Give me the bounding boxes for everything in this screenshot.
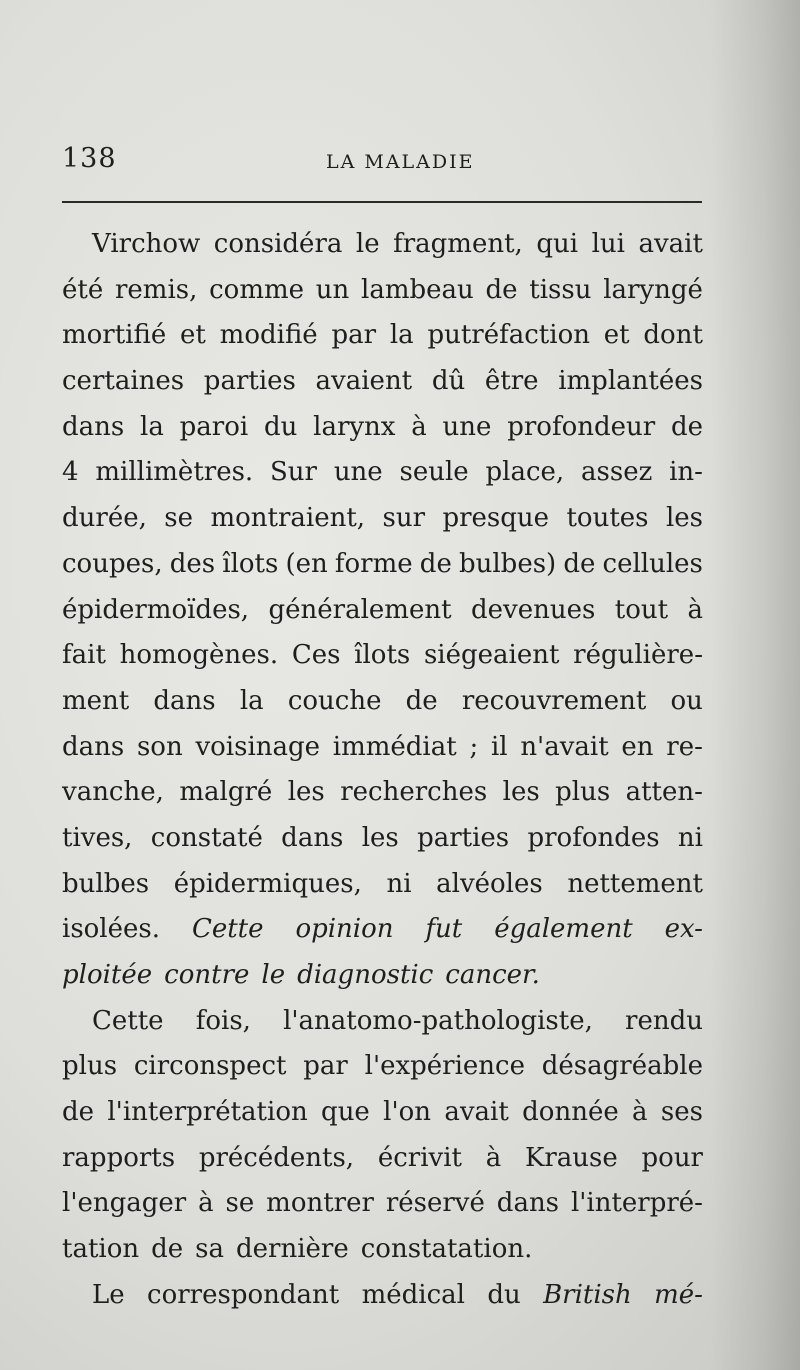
word: Sur	[270, 457, 317, 488]
word: des	[169, 548, 216, 579]
word: ;	[469, 731, 479, 762]
word: du	[487, 1279, 521, 1310]
word: avaient	[315, 366, 413, 397]
word: rendu	[625, 1005, 703, 1036]
word: dont	[643, 320, 703, 351]
word: plus	[555, 777, 611, 808]
word: de	[62, 1097, 95, 1128]
word: lambeau	[361, 274, 474, 305]
text-line	[62, 770, 703, 816]
word: de	[563, 548, 596, 579]
word: et	[603, 320, 630, 351]
word: place,	[485, 457, 565, 488]
word: diagnostic	[297, 960, 434, 990]
text-line	[62, 953, 703, 999]
word: plus	[62, 1051, 118, 1082]
word: ou	[670, 685, 703, 716]
word: de	[670, 411, 703, 442]
word: îlots	[354, 640, 411, 671]
word: opinion	[295, 914, 394, 945]
word: dans	[62, 731, 125, 762]
word: précédents,	[198, 1142, 355, 1173]
word: se	[164, 503, 194, 534]
word: bulbes)	[458, 548, 557, 579]
word: ploitée	[62, 960, 153, 990]
word: l'interpré-	[570, 1188, 703, 1219]
word: îlots	[222, 548, 279, 579]
word: le	[261, 960, 286, 990]
text-line	[62, 268, 703, 314]
word: homogènes.	[119, 640, 279, 671]
word: l'interprétation	[107, 1097, 308, 1128]
word: ni	[386, 868, 412, 899]
word: constatation.	[360, 1234, 533, 1265]
word: presque	[442, 503, 550, 534]
word: lui	[591, 229, 625, 259]
text-line	[62, 588, 703, 634]
text-line	[62, 496, 703, 542]
word: correspondant	[147, 1279, 340, 1310]
word: de	[151, 1234, 184, 1265]
word: qui	[536, 229, 579, 259]
word: contre	[164, 960, 250, 990]
word: voisinage	[195, 731, 321, 762]
word: du	[263, 411, 298, 442]
word: constaté	[150, 822, 263, 853]
word: par	[331, 320, 377, 351]
word: 4	[62, 457, 79, 488]
word: dans	[62, 411, 125, 442]
body-text	[62, 222, 703, 1319]
word: forme	[334, 548, 413, 579]
word: les	[287, 777, 325, 808]
word: ment	[62, 685, 130, 716]
word: British	[543, 1279, 632, 1310]
word: donnée	[522, 1097, 619, 1128]
word: en	[621, 731, 654, 762]
word: siégeaient	[423, 640, 560, 671]
word: Krause	[524, 1142, 618, 1173]
word: à	[485, 1142, 502, 1173]
word: immédiat	[332, 731, 457, 762]
word: écrivit	[377, 1142, 462, 1173]
text-line	[62, 633, 703, 679]
word: Ces	[291, 640, 341, 671]
word: putréfaction	[427, 320, 590, 351]
word: isolées.	[62, 914, 161, 945]
word: tout	[614, 594, 669, 625]
word: la	[389, 320, 414, 351]
word: également	[494, 914, 633, 945]
text-line	[62, 907, 703, 953]
word: (en	[285, 548, 328, 579]
word: tation	[62, 1234, 140, 1265]
text-line	[62, 359, 703, 405]
word: cellules	[602, 548, 703, 579]
text-line	[62, 1273, 703, 1319]
page-number: 138	[62, 143, 117, 174]
word: médical	[361, 1279, 465, 1310]
word: devenues	[470, 594, 596, 625]
word: et	[180, 320, 206, 351]
word: par	[303, 1051, 348, 1082]
text-line	[62, 679, 703, 725]
word: dans	[281, 822, 344, 853]
word: sa	[195, 1234, 224, 1265]
word: régulière-	[573, 640, 703, 671]
word: son	[136, 731, 183, 762]
word: millimètres.	[95, 457, 254, 488]
word: ex-	[664, 914, 703, 945]
word: assez	[581, 457, 653, 488]
word: réservé	[385, 1188, 485, 1219]
word: tives,	[62, 822, 133, 853]
word: recherches	[340, 777, 488, 808]
word: de	[405, 685, 438, 716]
word: se	[225, 1188, 255, 1219]
word: un	[315, 274, 350, 305]
text-line	[62, 862, 703, 908]
word: les	[665, 503, 703, 534]
word: ses	[660, 1097, 703, 1128]
word: l'engager	[62, 1188, 187, 1219]
word: alvéoles	[436, 868, 543, 899]
header-rule	[62, 201, 702, 203]
word: été	[62, 274, 104, 305]
text-line	[62, 999, 703, 1045]
text-line	[62, 725, 703, 771]
word: ni	[677, 822, 703, 853]
word: dans	[153, 685, 216, 716]
word: à	[632, 1097, 648, 1128]
word: de	[485, 274, 518, 305]
word: montrer	[266, 1188, 374, 1219]
text-line	[62, 542, 703, 588]
word: cancer.	[445, 960, 540, 990]
word: laryngé	[603, 274, 703, 305]
word: recouvrement	[461, 685, 647, 716]
word: re-	[666, 731, 703, 762]
text-line	[62, 1044, 703, 1090]
word: rapports	[62, 1142, 176, 1173]
word: être	[484, 366, 539, 397]
word: fait	[62, 640, 106, 671]
word: tissu	[529, 274, 592, 305]
word: la	[140, 411, 164, 442]
word: circonspect	[133, 1051, 287, 1082]
word: dans	[496, 1188, 560, 1219]
text-line	[62, 405, 703, 451]
word: avait	[444, 1097, 509, 1128]
word: une	[333, 457, 383, 488]
word: malgré	[179, 777, 273, 808]
word: une	[442, 411, 492, 442]
word: couche	[287, 685, 382, 716]
word: dernière	[236, 1234, 349, 1265]
word: Cette	[92, 1005, 164, 1036]
word: l'on	[383, 1097, 432, 1128]
word: bulbes	[62, 868, 150, 899]
text-line	[62, 222, 703, 268]
text-line	[62, 1090, 703, 1136]
word: mortifié	[62, 320, 167, 351]
word: fois,	[195, 1005, 251, 1036]
word: modifié	[219, 320, 318, 351]
word: n'avait	[520, 731, 609, 762]
word: fragment,	[393, 229, 523, 259]
word: profondeur	[507, 411, 656, 442]
text-line	[62, 450, 703, 496]
word: toutes	[566, 503, 649, 534]
text-line	[62, 313, 703, 359]
word: durée,	[62, 503, 147, 534]
word: comme	[209, 274, 305, 305]
word: Cette	[191, 914, 264, 945]
word: sur	[382, 503, 426, 534]
word: profondes	[527, 822, 660, 853]
word: que	[321, 1097, 370, 1128]
word: l'anatomo-pathologiste,	[283, 1005, 593, 1036]
word: de	[419, 548, 452, 579]
text-line	[62, 1181, 703, 1227]
word: Virchow	[92, 229, 201, 259]
page-header	[62, 143, 702, 187]
word: pour	[641, 1142, 703, 1173]
word: à	[198, 1188, 214, 1219]
word: avait	[638, 229, 703, 259]
word: Le	[92, 1279, 125, 1310]
word: coupes,	[62, 548, 163, 579]
word: in-	[669, 457, 703, 488]
word: à	[687, 594, 703, 625]
word: montraient,	[210, 503, 366, 534]
word: parties	[417, 822, 510, 853]
word: à	[411, 411, 427, 442]
word: seule	[399, 457, 469, 488]
word: la	[239, 685, 264, 716]
word: dû	[431, 366, 466, 397]
word: épidermiques,	[173, 868, 362, 899]
word: paroi	[179, 411, 249, 442]
word: fut	[425, 914, 463, 945]
word: il	[490, 731, 508, 762]
word: l'expérience	[364, 1051, 525, 1082]
text-line	[62, 816, 703, 862]
word: considéra	[213, 229, 343, 259]
word: implantées	[558, 366, 703, 397]
word: nettement	[567, 868, 703, 899]
word: larynx	[313, 411, 396, 442]
word: vanche,	[62, 777, 164, 808]
text-line	[62, 1136, 703, 1182]
word: certaines	[62, 366, 185, 397]
word: épidermoïdes,	[62, 594, 250, 625]
word: atten-	[625, 777, 703, 808]
word: généralement	[268, 594, 452, 625]
text-line	[62, 1227, 703, 1273]
word: les	[502, 777, 540, 808]
word: remis,	[114, 274, 198, 305]
word: désagréable	[541, 1051, 703, 1082]
word: les	[361, 822, 399, 853]
word: parties	[203, 366, 296, 397]
word: mé-	[654, 1279, 703, 1310]
word: le	[355, 229, 380, 259]
running-head: LA MALADIE	[326, 151, 475, 173]
